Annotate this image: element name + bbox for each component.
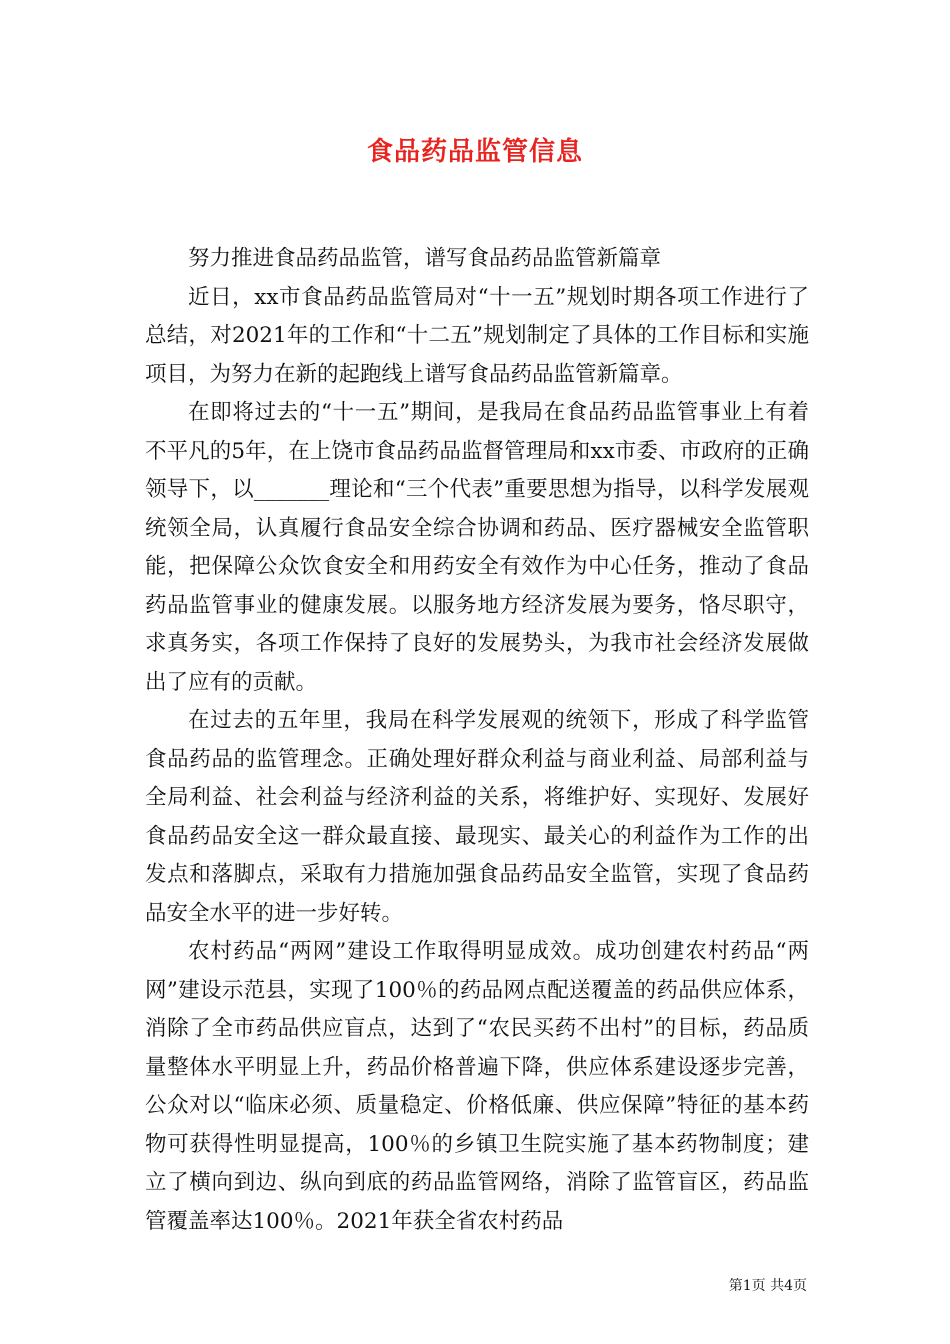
paragraph-five-years: 在即将过去的“十一五”期间，是我局在食品药品监管事业上有着不平凡的5年，在上饶市食品药品监督管理局和xx市委、市政府的正确领导下，以_______理论和“三个代表”重要思想为指导，以科学发展观统领全局，认真履行食品安全综合协调和药品、医疗器械安全监管职能，把保障公众饮食安全和用药安全有效作为中心任务，推动了食品药品监管事业的健康发展。以服务地方经济发展为要务，恪尽职守，求真务实，各项工作保持了良好的发展势头，为我市社会经济发展做出了应有的贡献。 xyxy=(145,400,809,695)
page-number: 第1页 共4页 xyxy=(728,1278,807,1294)
paragraph-supervision-concept: 在过去的五年里，我局在科学发展观的统领下，形成了科学监管食品药品的监管理念。正确处理好群众利益与商业利益、局部利益与全局利益、社会利益与经济利益的关系，将维护好、实现好、发展好食品药品安全这一群众最直接、最现实、最关心的利益作为工作的出发点和落脚点，采取有力措施加强食品药品安全监管，实现了食品药品安全水平的进一步好转。 xyxy=(145,708,809,926)
paragraph-intro: 近日，xx市食品药品监管局对“十一五”规划时期各项工作进行了总结，对2021年的工作和“十二五”规划制定了具体的工作目标和实施项目，为努力在新的起跑线上谱写食品药品监管新篇章。 xyxy=(145,284,809,387)
article-subtitle: 努力推进食品药品监管，谱写食品药品监管新篇章 xyxy=(188,246,662,271)
document-title: 食品药品监管信息 xyxy=(366,137,583,167)
paragraph-rural-network: 农村药品“两网”建设工作取得明显成效。成功创建农村药品“两网”建设示范县，实现了100％的药品网点配送覆盖的药品供应体系，消除了全市药品供应盲点，达到了“农民买药不出村”的目标，药品质量整体水平明显上升，药品价格普遍下降，供应体系建设逐步完善，公众对以“临床必须、质量稳定、价格低廉、供应保障”特征的基本药物可获得性明显提高，100％的乡镇卫生院实施了基本药物制度；建立了横向到边、纵向到底的药品监管网络，消除了监管盲区，药品监管覆盖率达100％。2021年获全省农村药品 xyxy=(145,939,809,1234)
document-body xyxy=(145,240,809,1241)
